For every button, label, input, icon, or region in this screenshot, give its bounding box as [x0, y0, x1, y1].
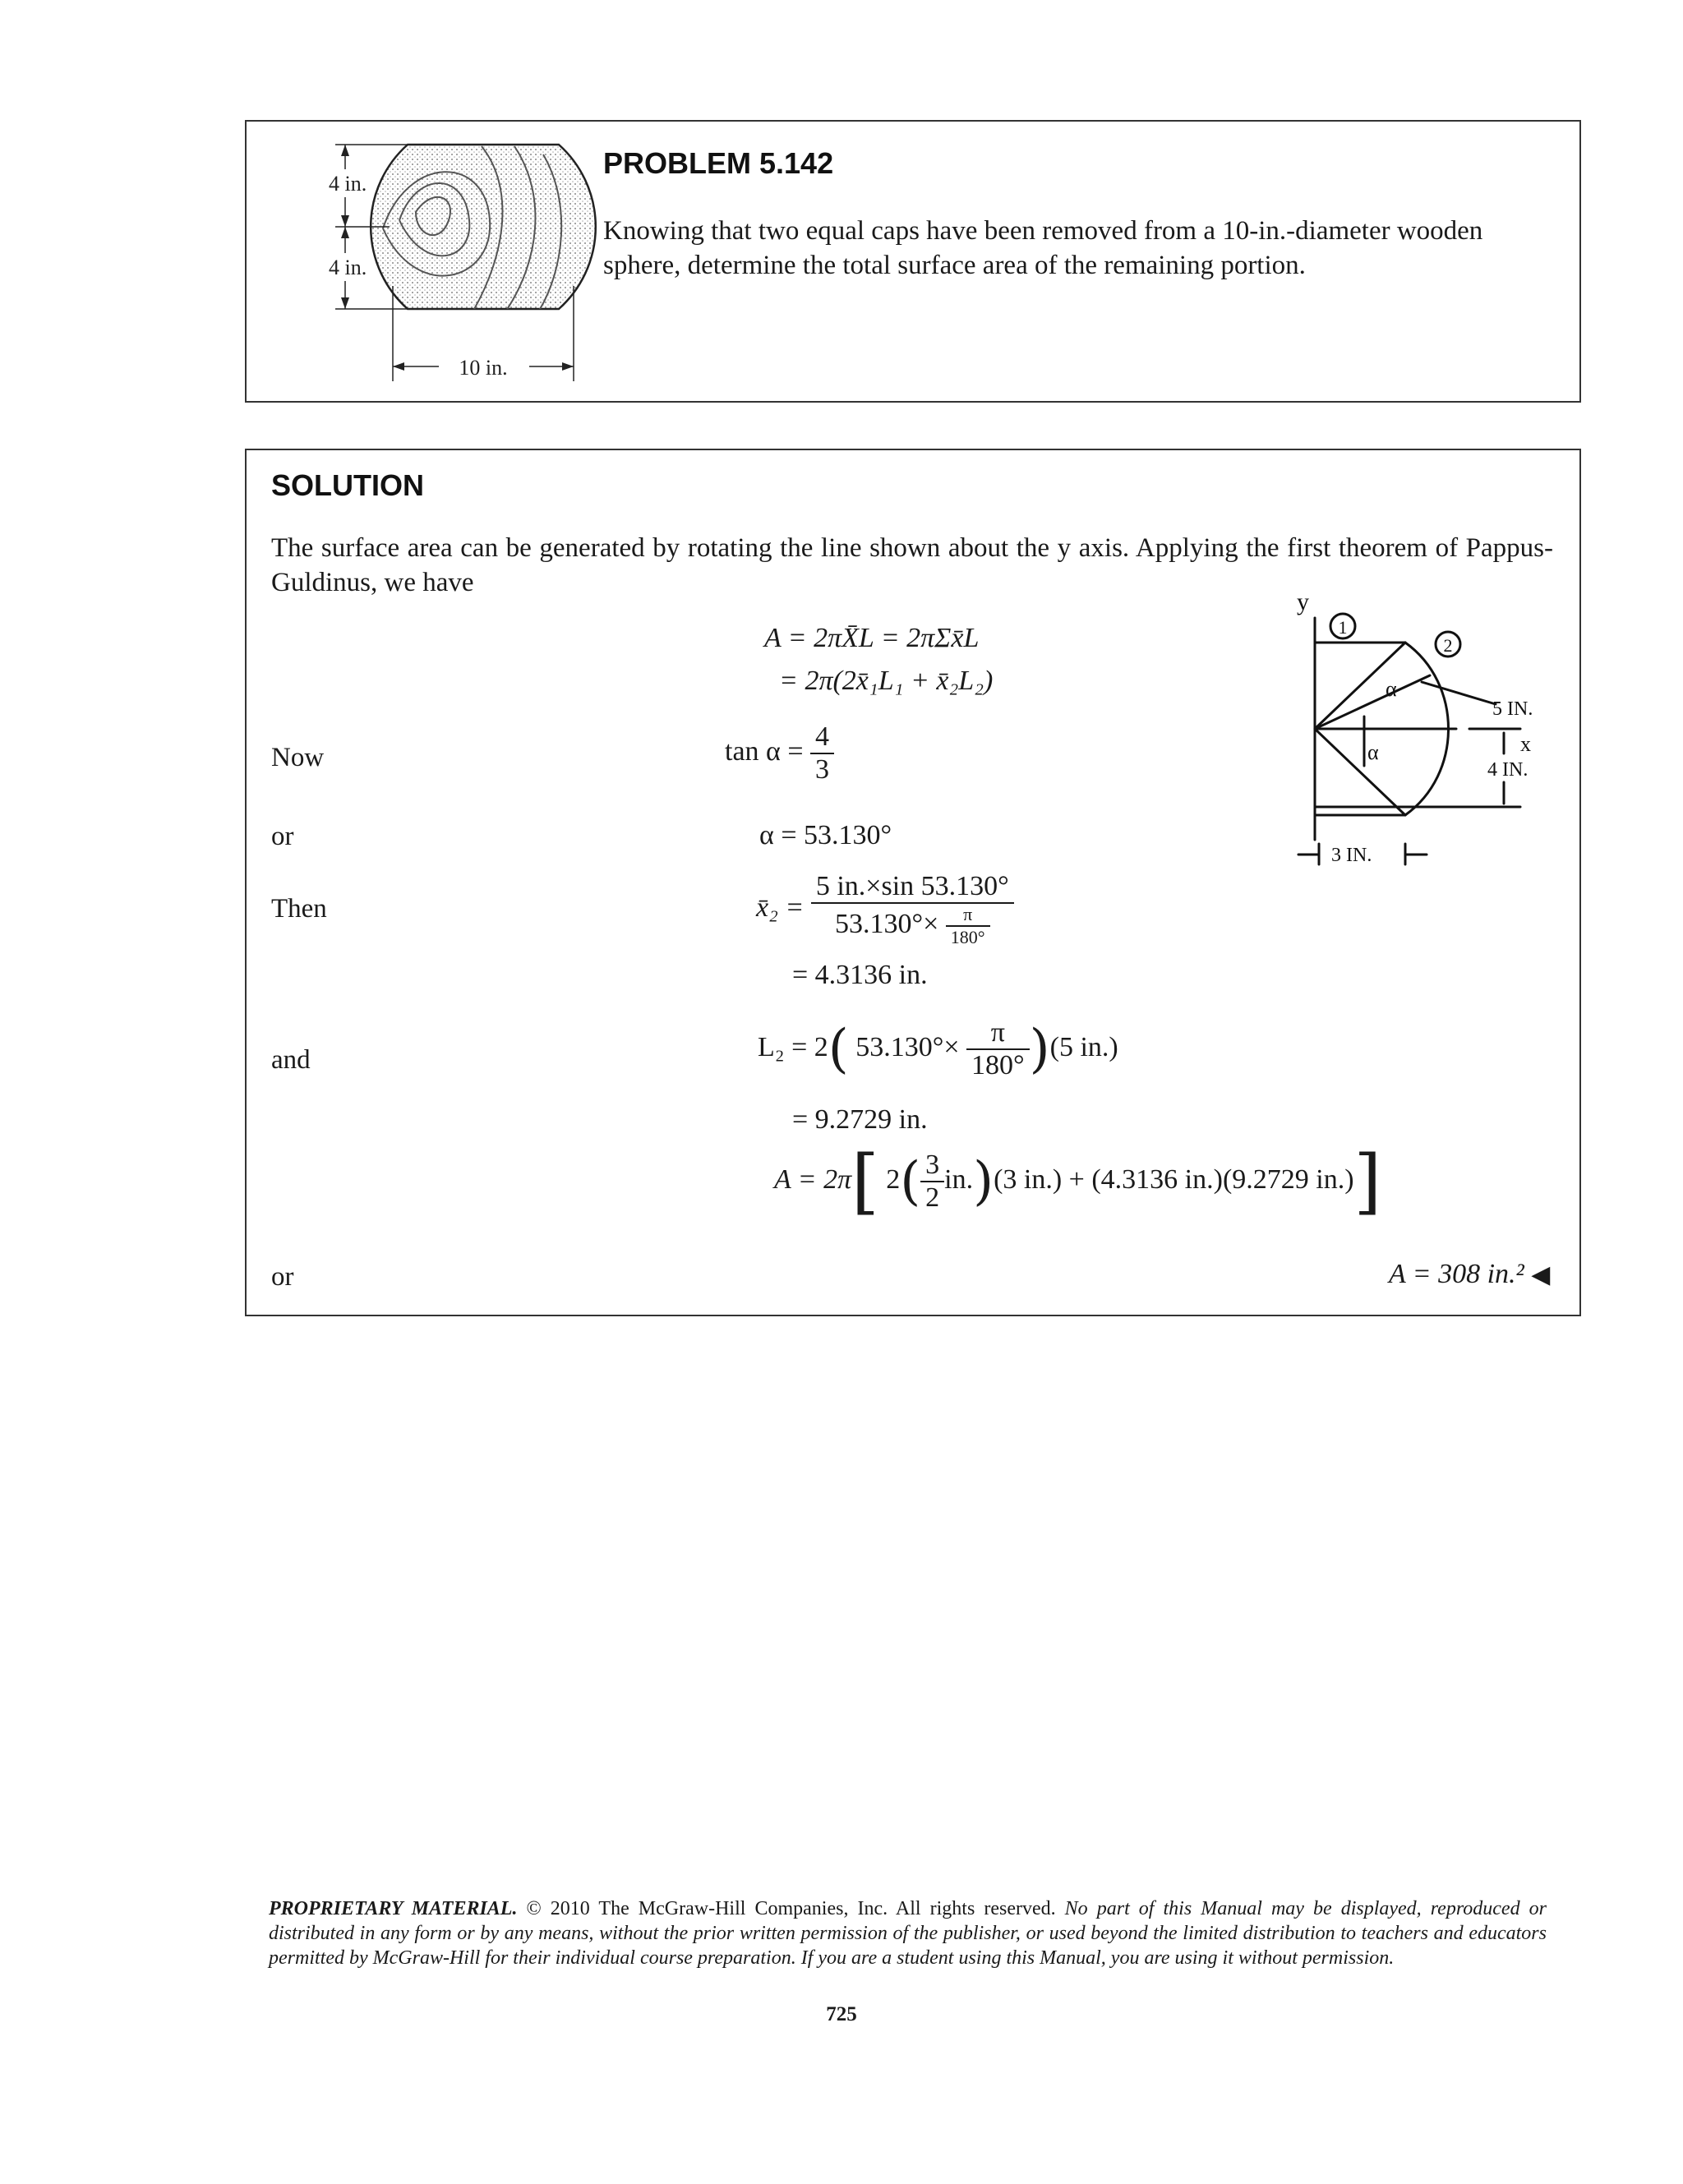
equation-area-1: A = 2πX̄L = 2πΣx̄L	[764, 623, 980, 653]
equation-area-2: = 2π(2x̄₁L₁ + x̄₂L₂)	[779, 666, 994, 696]
label-or-2: or	[271, 1262, 294, 1292]
answer-marker-icon: ◀	[1531, 1261, 1551, 1288]
solution-title: SOLUTION	[271, 468, 424, 502]
equation-area-final: A = 2π[ 2( $\frac{3}{2}$ in.)(3 in.) + (4.3136 in.)(9.2729 in.)]	[774, 1140, 1382, 1223]
solution-box	[245, 449, 1581, 1316]
tan-lhs: tan α =	[725, 735, 804, 767]
equation-l2: L₂ = 2( 53.130°× $\frac{\pi}{180^\circ}$ )(5 in.)	[758, 1017, 1118, 1080]
tan-fraction	[810, 721, 834, 786]
equation-l2-result: = 9.2729 in.	[792, 1104, 928, 1135]
dim-top-label: 4 in.	[329, 172, 367, 196]
sketch-line-1-label: 1	[1338, 617, 1348, 638]
a-fraction	[920, 1150, 944, 1214]
x2-denominator	[811, 904, 1014, 948]
l2-pi-fraction	[966, 1017, 1030, 1081]
x2-lhs: x̄₂ =	[756, 892, 805, 923]
tan-denominator: 3	[815, 754, 830, 785]
x2-numerator: 5 in.×sin 53.130°	[811, 871, 1014, 904]
footer-bold-lead: PROPRIETARY MATERIAL.	[269, 1898, 518, 1919]
l2-180: 180°	[971, 1050, 1025, 1080]
l2-pi: π	[966, 1017, 1030, 1050]
footer-notice: No part of this Manual may be displayed, reproduced or distributed in any form or by any means, without the prior written permission of the publisher, or used beyond the limited distribution to teachers and educators permitted by McGraw-Hill for their individual course preparation. If you are a student using this Manual, you are using it without permission.	[269, 1898, 1547, 1969]
x2-den-angle: 53.130°×	[835, 908, 939, 939]
page-number: 725	[826, 2003, 857, 2025]
sphere-figure	[293, 138, 605, 385]
problem-statement: Knowing that two equal caps have been removed from a 10-in.-diameter wooden sphere, determine the total surface area of the remaining portion.	[603, 216, 1483, 280]
equation-alpha: α = 53.130°	[759, 820, 892, 850]
copyright-footer	[269, 1896, 1547, 1970]
l2-tail: (5 in.)	[1049, 1031, 1118, 1062]
equation-tan-alpha	[725, 721, 834, 786]
l2-lhs: L₂ = 2	[758, 1031, 828, 1062]
answer-value: A = 308 in.²	[1389, 1259, 1524, 1289]
sketch-y-label: y	[1297, 588, 1309, 615]
sketch-alpha-b: α	[1367, 740, 1379, 764]
footer-copyright: © 2010 The McGraw-Hill Companies, Inc. All rights reserved.	[517, 1898, 1065, 1919]
sketch-x-label: x	[1520, 732, 1531, 756]
tan-numerator: 4	[810, 721, 834, 754]
sketch-3in-label: 3 IN.	[1331, 845, 1372, 866]
label-now: Now	[271, 743, 325, 772]
a-in: in.	[944, 1163, 974, 1195]
a-frac-num: 3	[920, 1150, 944, 1182]
solution-sketch	[1282, 528, 1561, 873]
final-answer	[1389, 1259, 1550, 1290]
solution-intro: The surface area can be generated by rotating the line shown about the y axis. Applying the first theorem of Pappus-Guldinus, we have	[271, 533, 1553, 597]
l2-inner: 53.130°×	[855, 1031, 960, 1062]
x2-den-180: 180°	[950, 927, 985, 947]
dim-bottom-label: 4 in.	[329, 256, 367, 279]
label-then: Then	[271, 894, 327, 924]
x2-den-pi-fraction	[946, 904, 990, 948]
x2-den-pi: π	[946, 904, 990, 927]
equation-x2	[756, 871, 1014, 948]
sketch-4in-label: 4 IN.	[1487, 759, 1529, 781]
problem-title: PROBLEM 5.142	[603, 146, 834, 180]
label-or-1: or	[271, 822, 294, 851]
label-and: and	[271, 1045, 311, 1075]
x2-fraction	[811, 871, 1014, 948]
a-two: 2	[886, 1163, 901, 1195]
equation-x2-result: = 4.3136 in.	[792, 960, 928, 990]
sketch-line-2-label: 2	[1443, 635, 1453, 656]
dim-width-label: 10 in.	[459, 356, 508, 380]
sketch-alpha-a: α	[1386, 677, 1397, 701]
problem-box	[245, 120, 1581, 403]
sketch-5in-label: 5 IN.	[1492, 698, 1533, 720]
a-lhs: A = 2π	[774, 1163, 852, 1195]
a-tail: (3 in.) + (4.3136 in.)(9.2729 in.)	[994, 1163, 1354, 1195]
a-frac-den: 2	[925, 1182, 940, 1213]
